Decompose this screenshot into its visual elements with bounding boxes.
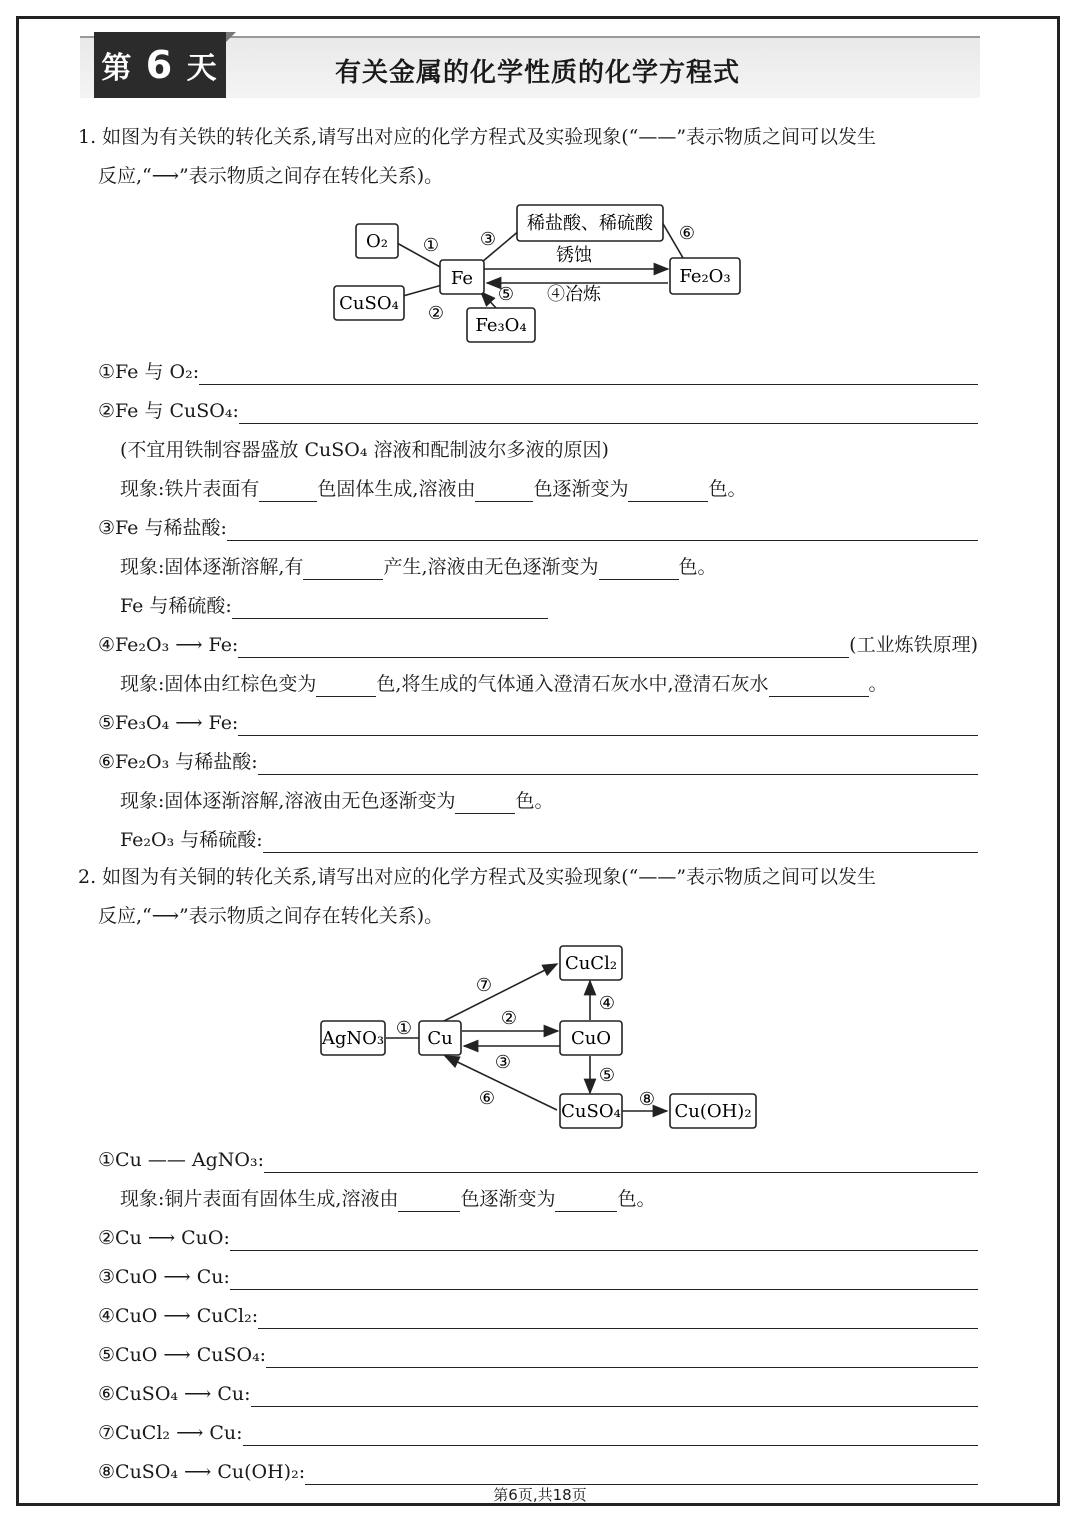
answer-blank[interactable]: [599, 559, 679, 580]
answer-blank[interactable]: [628, 481, 708, 502]
q2-prompt: [78, 858, 983, 936]
answer-blank[interactable]: [199, 362, 978, 385]
q2-num-5: ⑤: [598, 1065, 616, 1086]
text: 现象:铜片表面有固体生成,溶液由: [120, 1188, 399, 1210]
q2-l3-label: ③CuO ⟶ Cu:: [98, 1266, 230, 1288]
q1-line-3b: [120, 593, 548, 619]
q1-line-6: [98, 749, 978, 775]
q2-line-1: [98, 1147, 978, 1173]
cu-label: Cu: [427, 1028, 453, 1049]
q1-l5-label: ⑤Fe₃O₄ ⟶ Fe:: [98, 712, 239, 734]
q1-text-b: 反应,“⟶”表示物质之间存在转化关系)。: [98, 165, 444, 187]
q2-l1-label: ①Cu —— AgNO₃:: [98, 1149, 264, 1171]
q2-num-1: ①: [395, 1018, 413, 1039]
q2-line-6: [98, 1381, 978, 1407]
answer-blank[interactable]: [251, 1384, 978, 1407]
answer-blank[interactable]: [238, 713, 978, 736]
q1-l2-note: (不宜用铁制容器盛放 CuSO₄ 溶液和配制波尔多液的原因): [120, 439, 609, 461]
q1-l3-label: ③Fe 与稀盐酸:: [98, 517, 227, 539]
q1-line-3: [98, 515, 978, 541]
answer-blank[interactable]: [475, 481, 533, 502]
answer-blank[interactable]: [264, 1150, 978, 1173]
o2-label: O₂: [366, 231, 388, 252]
q2-num-8: ⑧: [638, 1089, 656, 1110]
q1-l6-label: ⑥Fe₂O₃ 与稀盐酸:: [98, 751, 258, 773]
q1-l2-label: ②Fe 与 CuSO₄:: [98, 400, 239, 422]
q2-l2-label: ②Cu ⟶ CuO:: [98, 1227, 230, 1249]
q1-l6b-label: Fe₂O₃ 与稀硫酸:: [120, 829, 263, 851]
text: 色逐渐变为: [460, 1188, 556, 1210]
iron-diagram: [334, 205, 740, 342]
q2-line-4: [98, 1303, 978, 1329]
q1-l3-phenomenon: [120, 554, 717, 580]
text: 色,将生成的气体通入澄清石灰水中,澄清石灰水: [376, 673, 769, 695]
q2-line-5: [98, 1342, 978, 1368]
text: 色。: [678, 556, 717, 578]
q1-rust-label: 锈蚀: [556, 245, 592, 266]
fe-label: Fe: [450, 268, 474, 289]
q2-l4-label: ④CuO ⟶ CuCl₂:: [98, 1305, 259, 1327]
q1-l3b-label: Fe 与稀硫酸:: [120, 595, 232, 617]
q2-line-3: [98, 1264, 978, 1290]
cuo-label: CuO: [570, 1028, 612, 1049]
acids-label: 稀盐酸、稀硫酸: [527, 213, 653, 234]
cuso4-label-1: CuSO₄: [339, 293, 399, 314]
q2-l7-label: ⑦CuCl₂ ⟶ Cu:: [98, 1422, 243, 1444]
text: 现象:固体逐渐溶解,溶液由无色逐渐变为: [120, 790, 456, 812]
answer-blank[interactable]: [239, 401, 978, 424]
text: 现象:固体逐渐溶解,有: [120, 556, 304, 578]
cucl2-label: CuCl₂: [564, 953, 618, 974]
text: 产生,溶液由无色逐渐变为: [383, 556, 599, 578]
q1-l2-phenomenon: [120, 476, 746, 502]
text: 现象:铁片表面有: [120, 478, 260, 500]
answer-blank[interactable]: [238, 635, 849, 658]
q2-num-3: ③: [494, 1052, 512, 1073]
day-prefix: 第: [101, 51, 134, 86]
answer-blank[interactable]: [303, 559, 383, 580]
answer-blank[interactable]: [227, 518, 978, 541]
page-footer: 第6页,共18页: [493, 1486, 587, 1504]
q1-text-a: 1. 如图为有关铁的转化关系,请写出对应的化学方程式及实验现象(“——”表示物质之间可以发生: [78, 126, 877, 148]
q1-l4-note: (工业炼铁原理): [849, 634, 978, 656]
answer-blank[interactable]: [266, 1345, 978, 1368]
q1-num-6: ⑥: [678, 223, 696, 244]
text: 色。: [617, 1188, 656, 1210]
q2-line-2: [98, 1225, 978, 1251]
answer-blank[interactable]: [258, 1306, 978, 1329]
q2-text-a: 2. 如图为有关铜的转化关系,请写出对应的化学方程式及实验现象(“——”表示物质之间可以发生: [78, 866, 877, 888]
q2-num-7: ⑦: [475, 975, 493, 996]
q2-line-7: [98, 1420, 978, 1446]
answer-blank[interactable]: [259, 481, 317, 502]
answer-blank[interactable]: [230, 1228, 978, 1251]
q1-num-5: ⑤: [497, 284, 515, 305]
q2-num-6: ⑥: [478, 1088, 496, 1109]
answer-blank[interactable]: [305, 1462, 978, 1485]
text: 。: [868, 673, 888, 695]
text: 色固体生成,溶液由: [317, 478, 476, 500]
q2-l8-label: ⑧CuSO₄ ⟶ Cu(OH)₂:: [98, 1461, 306, 1483]
q1-num-2: ②: [427, 303, 445, 324]
answer-blank[interactable]: [258, 752, 978, 775]
q1-smelt-label: ④冶炼: [547, 284, 601, 305]
answer-blank[interactable]: [230, 1267, 978, 1290]
answer-blank[interactable]: [243, 1423, 978, 1446]
q2-l6-label: ⑥CuSO₄ ⟶ Cu:: [98, 1383, 251, 1405]
cuoh2-label: Cu(OH)₂: [674, 1101, 752, 1122]
day-suffix: 天: [186, 51, 219, 86]
q2-num-4: ④: [598, 993, 616, 1014]
q1-l4-phenomenon: [120, 671, 888, 697]
q1-l6-phenomenon: [120, 788, 553, 814]
answer-blank[interactable]: [263, 830, 978, 853]
q1-line-6b: [120, 827, 978, 853]
q1-num-1: ①: [422, 235, 440, 256]
answer-blank[interactable]: [455, 793, 515, 814]
text: 色。: [515, 790, 554, 812]
answer-blank[interactable]: [232, 596, 548, 619]
day-number: 6: [145, 43, 175, 87]
q1-num-3: ③: [479, 229, 497, 250]
copper-diagram: [321, 946, 756, 1128]
answer-blank[interactable]: [316, 676, 376, 697]
q1-l1-label: ①Fe 与 O₂:: [98, 361, 200, 383]
q1-line-4: [98, 632, 978, 658]
q1-line-5: [98, 710, 978, 736]
text: 色。: [708, 478, 747, 500]
q2-num-2: ②: [500, 1008, 518, 1029]
q2-line-8: [98, 1459, 978, 1485]
fe3o4-label: Fe₃O₄: [475, 315, 527, 336]
q1-line-2: [98, 398, 978, 424]
q2-text-b: 反应,“⟶”表示物质之间存在转化关系)。: [98, 905, 444, 927]
text: 现象:固体由红棕色变为: [120, 673, 317, 695]
q1-line-1: [98, 359, 978, 385]
q2-l1-phenomenon: [120, 1186, 655, 1212]
page-title: 有关金属的化学性质的化学方程式: [335, 58, 741, 88]
fe2o3-label: Fe₂O₃: [679, 266, 731, 287]
q1-l4-label: ④Fe₂O₃ ⟶ Fe:: [98, 634, 239, 656]
text: 色逐渐变为: [533, 478, 629, 500]
agno3-label: AgNO₃: [321, 1028, 385, 1049]
answer-blank[interactable]: [398, 1191, 460, 1212]
answer-blank[interactable]: [769, 676, 869, 697]
q2-l5-label: ⑤CuO ⟶ CuSO₄:: [98, 1344, 267, 1366]
cuso4-label-2: CuSO₄: [561, 1101, 621, 1122]
answer-blank[interactable]: [555, 1191, 617, 1212]
